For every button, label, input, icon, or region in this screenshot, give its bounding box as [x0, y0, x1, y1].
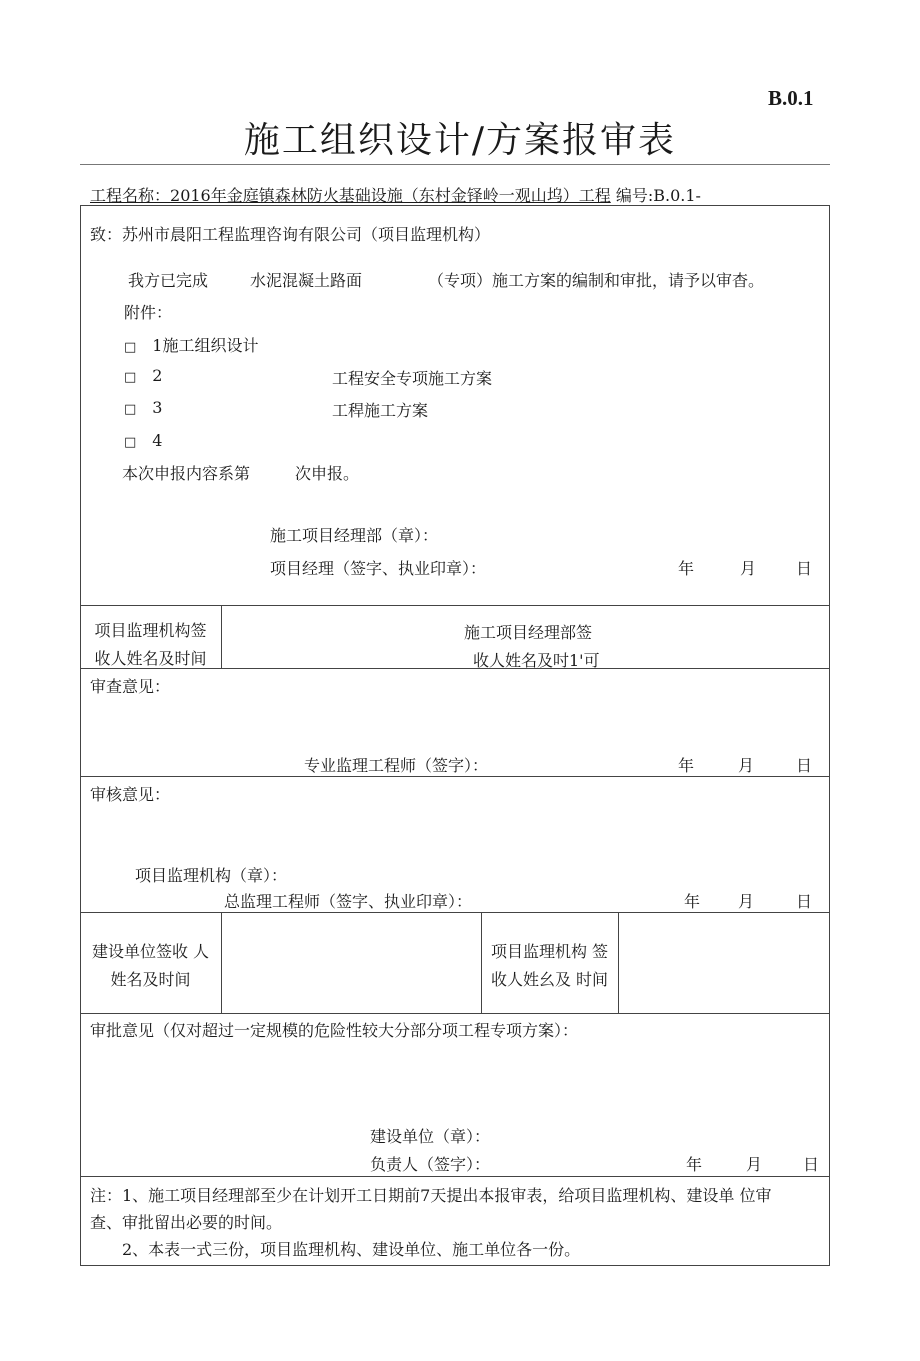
column-divider — [221, 912, 222, 1013]
intro-subject: 水泥混凝土路面 — [250, 271, 363, 290]
month-label: 月 — [738, 892, 755, 911]
review-label: 审查意见： — [90, 677, 171, 696]
day-label: 日 — [796, 756, 813, 775]
form-table — [80, 205, 830, 1266]
month-label: 月 — [738, 756, 755, 775]
audit-label: 审核意见： — [90, 785, 171, 804]
supervision-receipt-label — [80, 617, 221, 673]
title-divider — [80, 164, 830, 165]
manager-sign-label: 项目经理（签字、执业印章）： — [270, 559, 487, 578]
project-name-label: 工程名称： — [90, 186, 171, 205]
column-divider — [618, 912, 619, 1013]
review-signer-label: 专业监理工程师（签字）： — [304, 756, 489, 775]
attachment-number: 4 — [152, 431, 163, 450]
form-code: B.0.1 — [768, 86, 814, 110]
project-number-label: 编号: — [615, 186, 654, 205]
day-label: 日 — [796, 892, 813, 911]
row-divider — [80, 776, 830, 777]
page-title: 施工组织设计/方案报审表 — [243, 120, 677, 161]
checkbox-icon[interactable]: □ — [124, 435, 137, 450]
intro-suffix: （专项）施工方案的编制和审批，请予以审杳。 — [428, 271, 765, 290]
submission-count-suffix: 次申报。 — [295, 464, 360, 483]
approval-seal-label: 建设单位（章）： — [370, 1127, 491, 1146]
receipt-label-line1: 项目监理机构 签 — [490, 942, 609, 961]
attachments-label: 附件： — [124, 303, 173, 322]
attachment-item-4 — [124, 431, 162, 450]
receipt-label-line1: 建设单位签收 人 — [91, 942, 210, 961]
project-name: 2016年金庭镇森林防火基础设施（东村金铎岭一观山坞）工程 — [170, 186, 611, 205]
year-label: 年 — [686, 1155, 703, 1174]
project-number: B.0.1- — [653, 186, 701, 205]
year-label: 年 — [684, 892, 701, 911]
receipt-label-line2: 收人姓名及时间 — [94, 649, 207, 668]
month-label: 月 — [746, 1155, 763, 1174]
row-divider — [80, 668, 830, 669]
submission-count-prefix: 本次申报内容系第 — [122, 464, 251, 483]
checkbox-icon[interactable]: □ — [124, 340, 137, 355]
attachment-number: 1施工组织设计 — [152, 336, 259, 355]
note-line-1: 注：1、施工项目经理部至少在计划开工日期前7天提出本报审表，给项目监理机构、建设单 位审 — [90, 1186, 772, 1205]
attachment-number: 3 — [152, 398, 163, 417]
month-label: 月 — [740, 559, 757, 578]
attachment-text-3: 工稈施工方案 — [332, 401, 429, 420]
approval-label: 审批意见（仅对超过一定规模的危险性较大分部分项工程专项方案）： — [90, 1021, 579, 1040]
day-label: 日 — [796, 559, 813, 578]
receipt-label-line2: 收人姓幺及 时间 — [490, 970, 609, 989]
note-line-2: 查、审批留出必要的时间。 — [90, 1213, 283, 1232]
attachment-text-2: 工程安全专项施工方案 — [332, 369, 493, 388]
row-divider — [80, 1176, 830, 1177]
row-divider — [80, 1013, 830, 1014]
contractor-receipt-line1: 施工项目经理部签 — [464, 623, 593, 642]
receipt-label-line1: 项目监理机构签 — [94, 621, 207, 640]
day-label: 日 — [803, 1155, 820, 1174]
checkbox-icon[interactable]: □ — [124, 370, 137, 385]
attachment-item-3 — [124, 398, 162, 417]
owner-receipt-label — [80, 938, 221, 994]
attachment-item-1 — [124, 333, 258, 356]
checkbox-icon[interactable]: □ — [124, 402, 137, 417]
column-divider — [221, 605, 222, 668]
project-line — [90, 183, 701, 206]
attachment-number: 2 — [152, 366, 163, 385]
year-label: 年 — [678, 559, 695, 578]
audit-signer-label: 总监理工程师（签字、执业印章）： — [224, 892, 473, 911]
year-label: 年 — [678, 756, 695, 775]
contractor-receipt-line2: 收人姓名及吋1'可 — [473, 651, 600, 670]
intro-prefix: 我方已完成 — [128, 271, 209, 290]
row-divider — [80, 912, 830, 913]
note-line-3: 2、本表一式三份，项目监理机构、建设单位、施工单位各一份。 — [122, 1240, 581, 1259]
dept-seal-label: 施工项目经理部（章）： — [270, 526, 439, 545]
supervision-receipt-label-2 — [481, 938, 618, 994]
audit-seal-label: 项目监理机构（章）： — [135, 866, 288, 885]
row-divider — [80, 605, 830, 606]
receipt-label-line2: 姓名及时间 — [110, 970, 191, 989]
addressee-line: 致：苏州市晨阳工程监理咨询有限公司（项目监理机构） — [90, 225, 491, 244]
attachment-item-2 — [124, 366, 162, 385]
approval-signer-label: 负责人（签字）： — [370, 1155, 491, 1174]
